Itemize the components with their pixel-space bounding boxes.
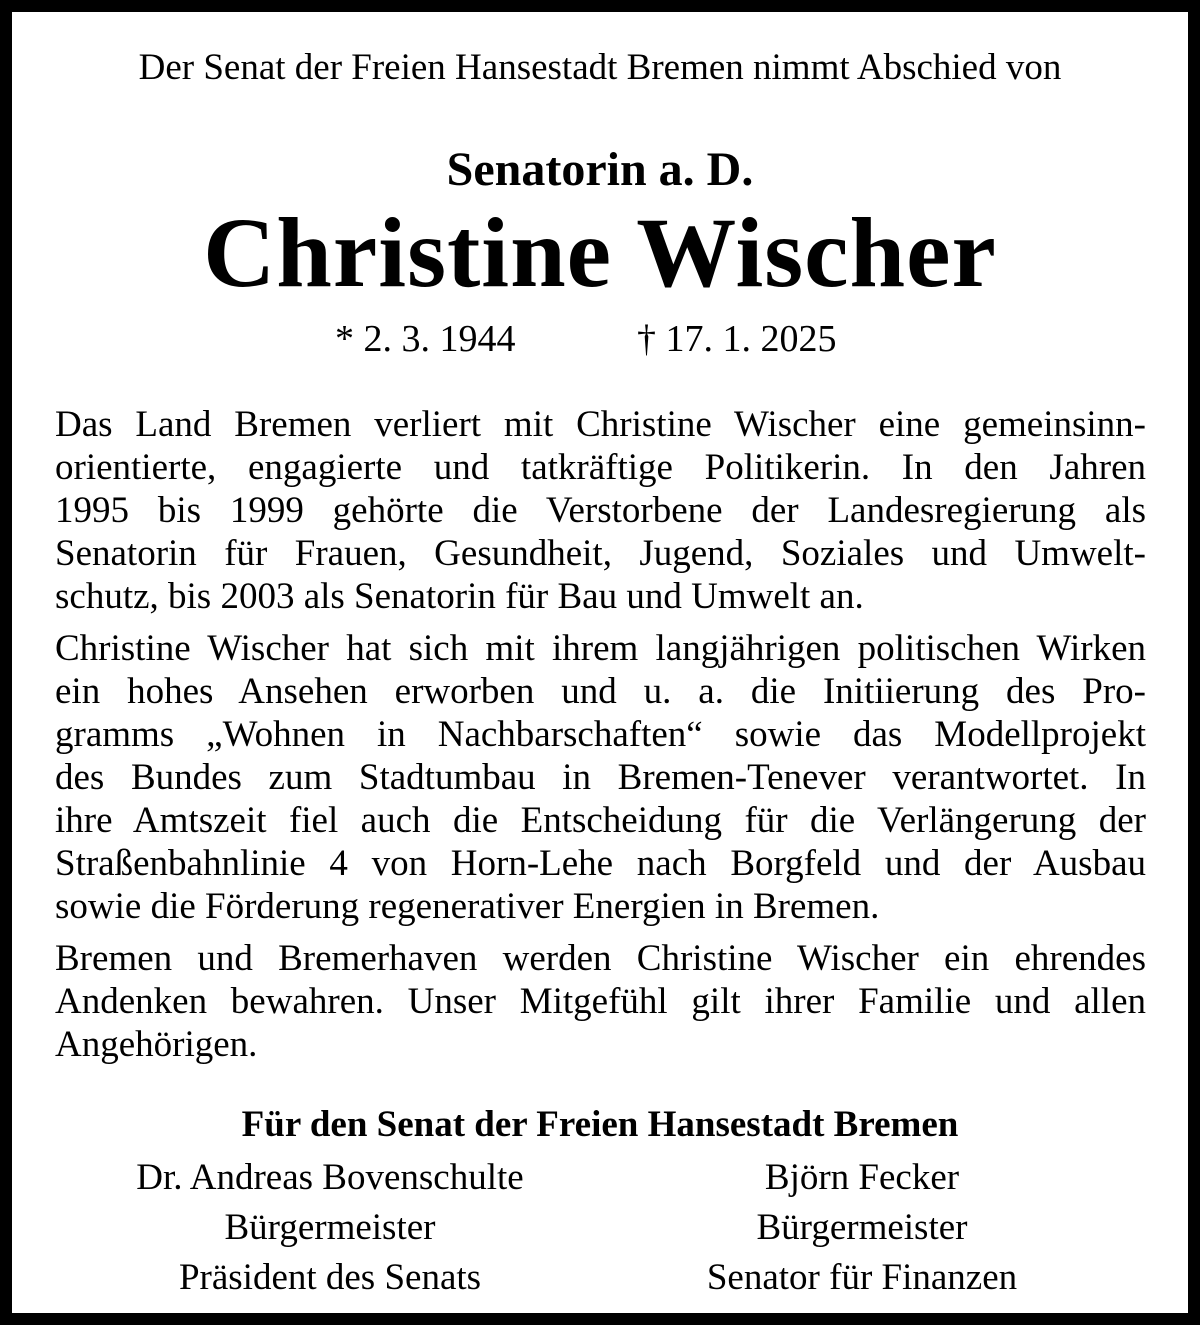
paragraph-1 [55,403,1146,618]
intro-line: Der Senat der Freien Hansestadt Bremen nimmt Abschied von [138,47,1062,88]
text-line: ihre Amtszeit fiel auch die Entscheidung für die Verlängerung der [55,800,1146,841]
text-line: Bremen und Bremerhaven werden Christine Wischer ein ehrendes [55,938,1146,979]
text-line: Andenken bewahren. Unser Mitgefühl gilt ihrer Familie und allen [55,981,1146,1022]
text-line: Straßenbahnlinie 4 von Horn-Lehe nach Borgfeld und der Ausbau [55,843,1146,884]
signatory-name: Dr. Andreas Bovenschulte [136,1157,524,1198]
text-line: Angehörigen. [55,1024,258,1065]
text-line: Senatorin für Frauen, Gesundheit, Jugend, Soziales und Umwelt- [55,533,1146,574]
signatory-right [582,1153,1142,1303]
text-line: gramms „Wohnen in Nachbarschaften“ sowie das Modellprojekt [55,714,1146,755]
obituary-notice [12,12,1188,1313]
text-line: Christine Wischer hat sich mit ihrem langjährigen politischen Wirken [55,628,1146,669]
deceased-name: Christine Wischer [203,197,997,308]
text-line: 1995 bis 1999 gehörte die Verstorbene der Landesregierung als [55,490,1146,531]
text-line: sowie die Förderung regenerativer Energien in Bremen. [55,886,880,927]
signatory-name: Björn Fecker [764,1157,960,1198]
birth-date: * 2. 3. 1944 [335,318,516,360]
signatory-role: Präsident des Senats [178,1257,482,1298]
signatory-role: Bürgermeister [224,1207,436,1248]
signatory-role: Bürgermeister [756,1207,968,1248]
paragraph-3 [55,937,1146,1066]
paragraph-2 [55,627,1146,928]
title-rank: Senatorin a. D. [446,143,754,196]
signature-heading: Für den Senat der Freien Hansestadt Bremen [241,1104,959,1145]
text-line: des Bundes zum Stadtumbau in Bremen-Tenever verantwortet. In [55,757,1146,798]
signatory-role: Senator für Finanzen [706,1257,1018,1298]
death-date: † 17. 1. 2025 [637,318,837,360]
text-line: schutz, bis 2003 als Senatorin für Bau und Umwelt an. [55,576,864,617]
obituary-text [55,403,1146,1066]
text-line: orientierte, engagierte und tatkräftige Politikerin. In den Jahren [55,447,1146,488]
text-line: ein hohes Ansehen erworben und u. a. die Initiierung des Pro- [55,671,1146,712]
signatory-left [50,1153,610,1303]
text-line: Das Land Bremen verliert mit Christine Wischer eine gemeinsinn- [55,404,1146,445]
